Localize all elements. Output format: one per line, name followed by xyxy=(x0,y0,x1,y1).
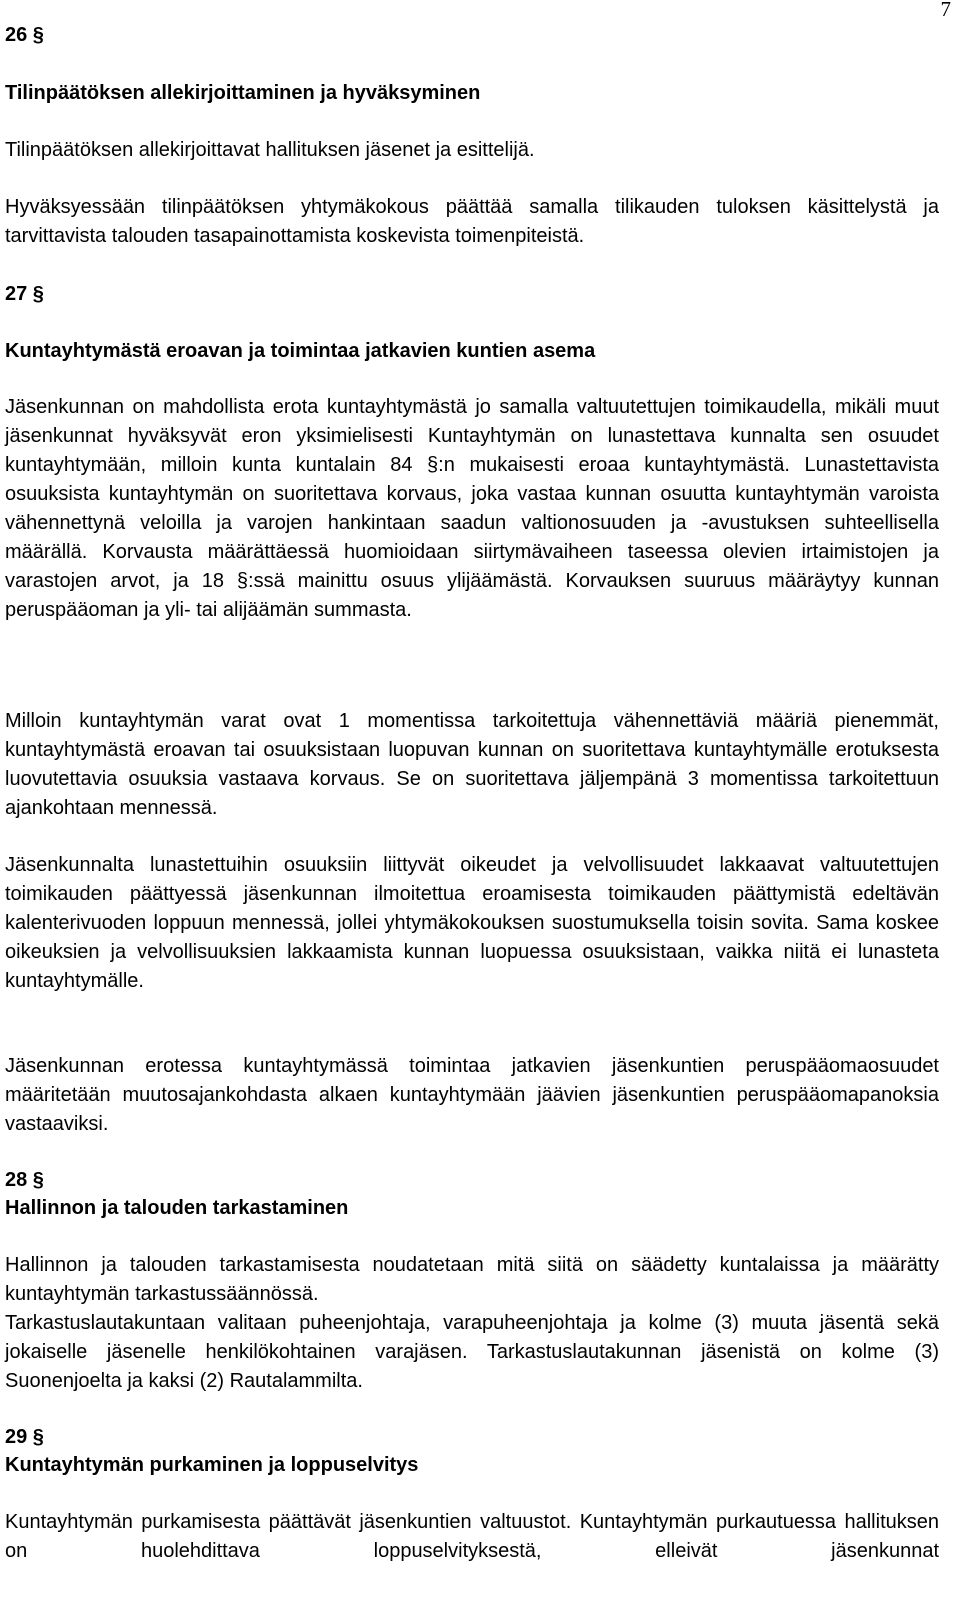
section-28-paragraph-2: Tarkastuslautakuntaan valitaan puheenjohtaja, varapuheenjohtaja ja kolme (3) muuta jäsentä sekä jokaiselle jäsenelle henkilökohtainen varajäsen. Tarkastuslautakunnan jäsenistä on kolme (3) Suonenjoelta ja kaksi (2) Rautalammilta. xyxy=(5,1312,939,1392)
section-27-paragraph-2: Milloin kuntayhtymän varat ovat 1 momentissa tarkoitettuja vähennettäviä määriä pienemmät, kuntayhtymästä eroavan tai osuuksistaan luopuvan kunnan on suoritettava kuntayhtymälle erotuksesta luovutettavia osuuksia vastaava korvaus. Se on suoritettava jäljempänä 3 momentissa tarkoitettuun ajankohtaan mennessä. xyxy=(5,710,939,819)
section-29-number: 29 § xyxy=(5,1426,44,1448)
section-29-title: Kuntayhtymän purkaminen ja loppuselvitys xyxy=(5,1454,419,1476)
section-27-title: Kuntayhtymästä eroavan ja toimintaa jatkavien kuntien asema xyxy=(5,340,596,362)
section-26-number: 26 § xyxy=(5,24,44,46)
section-28-title: Hallinnon ja talouden tarkastaminen xyxy=(5,1197,349,1219)
section-26-paragraph-2: Hyväksyessään tilinpäätöksen yhtymäkokous päättää samalla tilikauden tuloksen käsittelystä ja tarvittavista talouden tasapainottamista koskevista toimenpiteistä. xyxy=(5,196,939,247)
section-27-paragraph-3: Jäsenkunnalta lunastettuihin osuuksiin liittyvät oikeudet ja velvollisuudet lakkaavat valtuutettujen toimikauden päättyessä jäsenkunnan ilmoitettua eroamisesta toimikauden päättymistä edeltävän kalenterivuoden loppuun mennessä, jollei yhtymäkokouksen suostumuksella toisin sovita. Sama koskee oikeuksien ja velvollisuuksien lakkaamista kunnan luopuessa osuuksistaan, vaikka niitä ei lunasteta kuntayhtymälle. xyxy=(5,854,939,992)
section-28-number: 28 § xyxy=(5,1169,44,1191)
page-number: 7 xyxy=(940,0,951,21)
section-26-paragraph-1: Tilinpäätöksen allekirjoittavat hallituksen jäsenet ja esittelijä. xyxy=(5,139,535,161)
section-27-paragraph-1: Jäsenkunnan on mahdollista erota kuntayhtymästä jo samalla valtuutettujen toimikaudella, mikäli muut jäsenkunnat hyväksyvät eron yksimielisesti Kuntayhtymän on lunastettava kunnalta sen osuudet kuntayhtymään, milloin kunta kuntalain 84 §:n mukaisesti eroaa kuntayhtymästä. Lunastettavista osuuksista kuntayhtymän on suoritettava korvaus, joka vastaa kunnan osuutta kuntayhtymän varoista vähennettynä veloilla ja varojen hankintaan saadun valtionosuuden ja -avustuksen suhteellisella määrällä. Korvausta määrättäessä huomioidaan siirtymävaiheen taseessa olevien irtaimistojen ja varastojen arvot, ja 18 §:ssä mainittu osuus ylijäämästä. Korvauksen suuruus määräytyy kunnan peruspääoman ja yli- tai alijäämän summasta. xyxy=(5,396,939,621)
section-29-paragraph-1: Kuntayhtymän purkamisesta päättävät jäsenkuntien valtuustot. Kuntayhtymän purkautuessa hallituksen on huolehdittava loppuselvityksestä, elleivät jäsenkunnat xyxy=(5,1511,939,1562)
section-27-paragraph-4: Jäsenkunnan erotessa kuntayhtymässä toimintaa jatkavien jäsenkuntien peruspääomaosuudet määritetään muutosajankohdasta alkaen kuntayhtymään jäävien jäsenkuntien peruspääomapanoksia vastaaviksi. xyxy=(5,1055,939,1135)
section-26-title: Tilinpäätöksen allekirjoittaminen ja hyväksyminen xyxy=(5,82,481,104)
section-28-paragraph-1: Hallinnon ja talouden tarkastamisesta noudatetaan mitä siitä on säädetty kuntalaissa ja määrätty kuntayhtymän tarkastussäännössä. xyxy=(5,1254,939,1305)
section-27-number: 27 § xyxy=(5,283,44,305)
